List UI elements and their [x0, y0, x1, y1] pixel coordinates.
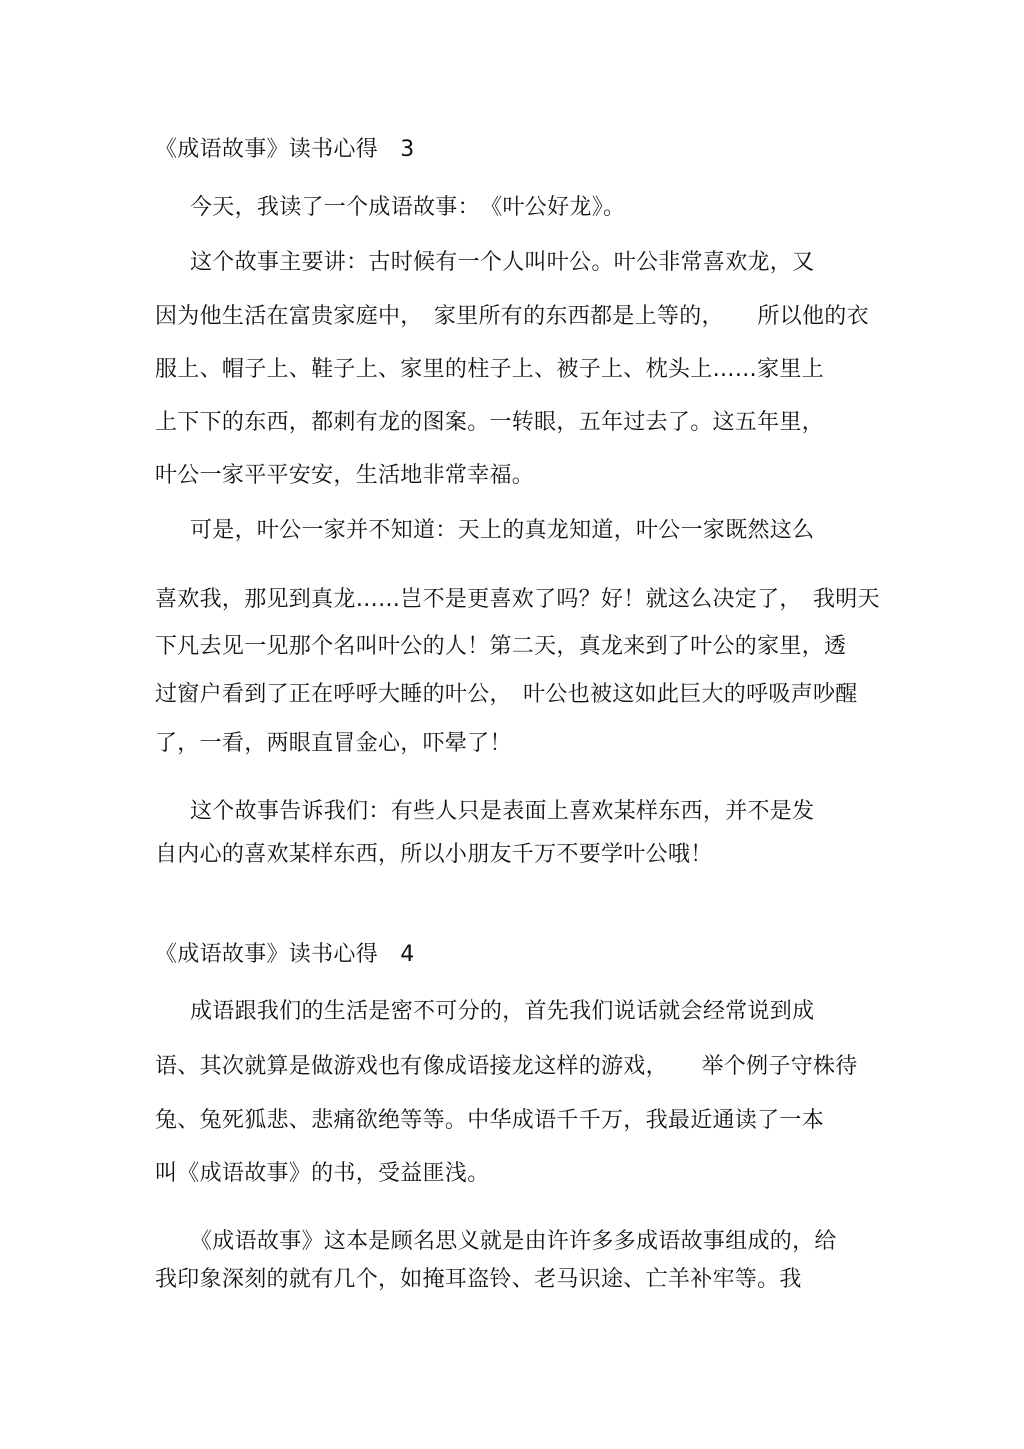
section-title: 《成语故事》读书心得 4 [155, 942, 415, 967]
section-title: 《成语故事》读书心得 3 [155, 137, 415, 162]
paragraph-line: 我印象深刻的就有几个，如掩耳盗铃、老马识途、亡羊补牢等。我 [155, 1267, 802, 1292]
paragraph-line: 因为他生活在富贵家庭中， 家里所有的东西都是上等的， 所以他的衣 [155, 304, 869, 329]
paragraph-line: 《成语故事》这本是顾名思义就是由许许多多成语故事组成的，给 [190, 1229, 837, 1254]
paragraph-line: 喜欢我，那见到真龙……岂不是更喜欢了吗？好！就这么决定了， 我明天 [155, 587, 880, 612]
paragraph-line: 叶公一家平平安安，生活地非常幸福。 [155, 463, 535, 488]
paragraph-line: 自内心的喜欢某样东西，所以小朋友千万不要学叶公哦！ [155, 842, 713, 867]
paragraph-line: 兔、兔死狐悲、悲痛欲绝等等。中华成语千千万，我最近通读了一本 [155, 1108, 825, 1133]
paragraph-line: 成语跟我们的生活是密不可分的，首先我们说话就会经常说到成 [190, 999, 815, 1024]
paragraph-line: 了，一看，两眼直冒金心，吓晕了！ [155, 731, 512, 756]
paragraph-line: 这个故事主要讲：古时候有一个人叫叶公。叶公非常喜欢龙，又 [190, 250, 815, 275]
paragraph-line: 这个故事告诉我们：有些人只是表面上喜欢某样东西，并不是发 [190, 799, 815, 824]
paragraph-line: 今天，我读了一个成语故事： 《叶公好龙》。 [190, 195, 626, 220]
paragraph-line: 上下下的东西，都刺有龙的图案。一转眼，五年过去了。这五年里， [155, 410, 825, 435]
paragraph-line: 服上、帽子上、鞋子上、家里的柱子上、被子上、枕头上……家里上 [155, 357, 825, 382]
paragraph-line: 下凡去见一见那个名叫叶公的人！第二天，真龙来到了叶公的家里，透 [155, 634, 847, 659]
paragraph-line: 过窗户看到了正在呼呼大睡的叶公， 叶公也被这如此巨大的呼吸声吵醒 [155, 682, 858, 707]
paragraph-line: 语、其次就算是做游戏也有像成语接龙这样的游戏， 举个例子守株待 [155, 1054, 858, 1079]
paragraph-line: 叫《成语故事》的书，受益匪浅。 [155, 1161, 490, 1186]
paragraph-line: 可是，叶公一家并不知道：天上的真龙知道，叶公一家既然这么 [190, 518, 815, 543]
